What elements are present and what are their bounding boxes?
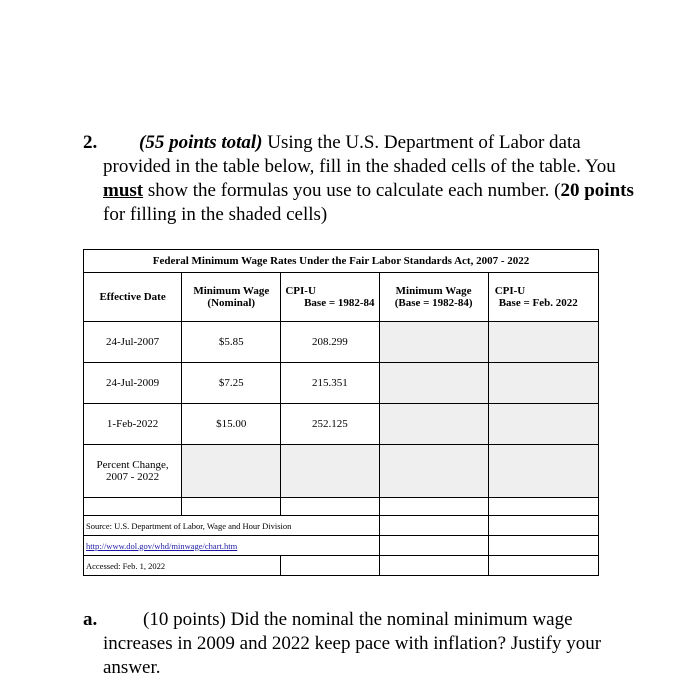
- shaded-cell[interactable]: [379, 404, 488, 445]
- part-a-label: a.: [83, 609, 98, 630]
- cell-date: 24-Jul-2009: [84, 363, 182, 404]
- header-cpi-u-2022: CPI-U Base = Feb. 2022: [488, 273, 598, 322]
- blank-row: [84, 498, 599, 516]
- question-text-3: for filling in the shaded cells): [103, 204, 328, 225]
- part-a-text: (10 points) Did the nominal the nominal minimum wage increases in 2009 and 2022 keep pace with inflation? Justify your answer.: [103, 609, 602, 678]
- shaded-cell[interactable]: [488, 445, 598, 498]
- table-title: Federal Minimum Wage Rates Under the Fair Labor Standards Act, 2007 - 2022: [84, 250, 599, 273]
- cell-cpi: 208.299: [281, 322, 379, 363]
- cell-date: 1-Feb-2022: [84, 404, 182, 445]
- table-row: [84, 363, 599, 404]
- table-row: [84, 404, 599, 445]
- shaded-cell[interactable]: [281, 445, 379, 498]
- cell-wage: $5.85: [182, 322, 281, 363]
- question-text: [103, 131, 643, 227]
- source-row: [84, 516, 599, 536]
- question-text-1: Using the U.S. Department of Labor data provided in the table below, fill in the shaded cells of the table. You: [103, 132, 616, 177]
- cell-cpi: 215.351: [281, 363, 379, 404]
- shaded-cell[interactable]: [488, 322, 598, 363]
- minimum-wage-table: [83, 249, 599, 576]
- must-emphasis: must: [103, 180, 144, 201]
- accessed-row: [84, 556, 599, 576]
- source-url[interactable]: http://www.dol.gov/whd/minwage/chart.htm: [84, 536, 380, 556]
- question-text-2: show the formulas you use to calculate each number. (: [143, 180, 561, 201]
- shaded-cell[interactable]: [379, 445, 488, 498]
- table-row: [84, 322, 599, 363]
- shaded-cell[interactable]: [488, 404, 598, 445]
- points-total: (55 points total): [139, 132, 263, 153]
- points-shaded: 20 points: [560, 180, 634, 201]
- header-effective-date: Effective Date: [84, 273, 182, 322]
- shaded-cell[interactable]: [182, 445, 281, 498]
- url-row: [84, 536, 599, 556]
- cell-wage: $15.00: [182, 404, 281, 445]
- percent-change-row: [84, 445, 599, 498]
- header-min-wage-nominal: Minimum Wage (Nominal): [182, 273, 281, 322]
- header-cpi-u-1982: CPI-U Base = 1982-84: [281, 273, 379, 322]
- percent-change-label: Percent Change, 2007 - 2022: [84, 445, 182, 498]
- source-text: Source: U.S. Department of Labor, Wage and Hour Division: [84, 516, 380, 536]
- question-number: 2.: [83, 132, 98, 153]
- cell-wage: $7.25: [182, 363, 281, 404]
- accessed-date: Accessed: Feb. 1, 2022: [84, 556, 281, 576]
- header-min-wage-real: Minimum Wage (Base = 1982-84): [379, 273, 488, 322]
- shaded-cell[interactable]: [379, 322, 488, 363]
- shaded-cell[interactable]: [379, 363, 488, 404]
- shaded-cell[interactable]: [488, 363, 598, 404]
- cell-date: 24-Jul-2007: [84, 322, 182, 363]
- cell-cpi: 252.125: [281, 404, 379, 445]
